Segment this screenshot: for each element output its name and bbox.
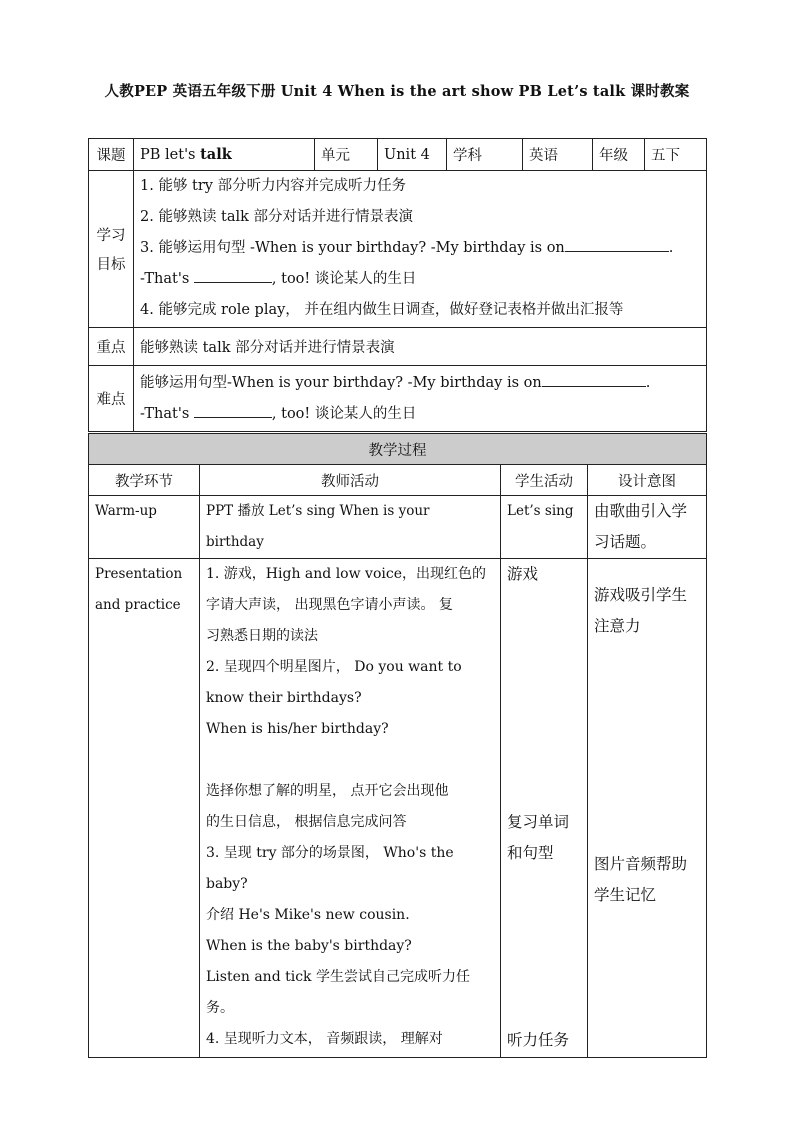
unit-value: Unit 4	[378, 139, 447, 171]
objectives-content	[134, 171, 707, 328]
column-teacher: 教师活动	[200, 465, 501, 496]
intent-game: 游戏吸引学生 注意力	[594, 586, 688, 635]
blank-line	[542, 372, 646, 387]
presentation-row	[89, 559, 707, 1058]
document-title: 人教PEP 英语五年级下册 Unit 4 When is the art show PB Let’s talk 课时教案	[104, 83, 690, 100]
objectives-row	[89, 171, 707, 328]
subject-label: 学科	[447, 139, 523, 171]
difficult-point-label: 难点	[89, 366, 134, 432]
key-point-label: 重点	[89, 328, 134, 366]
column-student: 学生活动	[501, 465, 588, 496]
warmup-teacher: PPT 播放 Let’s sing When is your birthday	[200, 496, 501, 559]
student-activity-listening: 听力任务	[507, 1031, 570, 1049]
key-point-text: 能够熟读 talk 部分对话并进行情景表演	[134, 328, 707, 366]
intent-pictures-audio: 图片音频帮助 学生记忆	[594, 855, 688, 904]
presentation-stage: Presentation and practice	[89, 559, 200, 1058]
key-point-row	[89, 328, 707, 366]
column-stage: 教学环节	[89, 465, 200, 496]
difficult-point-line-2: -That's , too! 谈论某人的生日	[140, 399, 706, 430]
objective-3-cont: -That's , too! 谈论某人的生日	[140, 264, 706, 295]
presentation-student	[501, 559, 588, 1058]
topic-value: PB let's talk	[134, 139, 315, 171]
blank-line	[565, 237, 669, 252]
process-header: 教学过程	[89, 434, 707, 465]
subject-value: 英语	[523, 139, 593, 171]
blank-line	[194, 403, 272, 418]
teaching-process-table	[88, 433, 707, 1058]
objective-3: 3. 能够运用句型 -When is your birthday? -My birthday is on .	[140, 233, 706, 264]
blank-line	[194, 268, 272, 283]
process-columns-row	[89, 465, 707, 496]
student-activity-game: 游戏	[507, 565, 539, 583]
objective-1: 1. 能够 try 部分听力内容并完成听力任务	[140, 178, 407, 194]
difficult-point-line-1: 能够运用句型-When is your birthday? -My birthday is on .	[140, 368, 706, 399]
warmup-stage: Warm-up	[89, 496, 200, 559]
warmup-student: Let’s sing	[501, 496, 588, 559]
objective-4: 4. 能够完成 role play， 并在组内做生日调查，做好登记表格并做出汇报等	[140, 302, 624, 318]
warmup-intent: 由歌曲引入学 习话题。	[588, 496, 707, 559]
column-intent: 设计意图	[588, 465, 707, 496]
unit-label: 单元	[315, 139, 378, 171]
presentation-teacher: 1. 游戏，High and low voice，出现红色的 字请大声读， 出现黑色字请小声读。 复 习熟悉日期的读法 2. 呈现四个明星图片， Do you want to know their birthdays? When is his/her birthday? 选择你想了解的明星， 点开它会出现他 的生日信息， 根据信息完成问答 3. 呈现 try 部分的场景图， Who's the baby? 介绍 He's Mike's new cousin. When is the baby's birthday? Listen and tick 学生尝试自己完成听力任 务。 4. 呈现听力文本， 音频跟读， 理解对	[200, 559, 501, 1058]
presentation-intent	[588, 559, 707, 1058]
topic-label: 课题	[89, 139, 134, 171]
warmup-row	[89, 496, 707, 559]
grade-label: 年级	[593, 139, 645, 171]
objectives-label: 学习 目标	[89, 171, 134, 328]
info-row	[89, 139, 707, 171]
lesson-info-table	[88, 138, 707, 432]
grade-value: 五下	[645, 139, 707, 171]
objective-2: 2. 能够熟读 talk 部分对话并进行情景表演	[140, 209, 414, 225]
process-header-row	[89, 434, 707, 465]
student-activity-review: 复习单词 和句型	[507, 813, 570, 862]
difficult-point-content	[134, 366, 707, 432]
difficult-point-row	[89, 366, 707, 432]
